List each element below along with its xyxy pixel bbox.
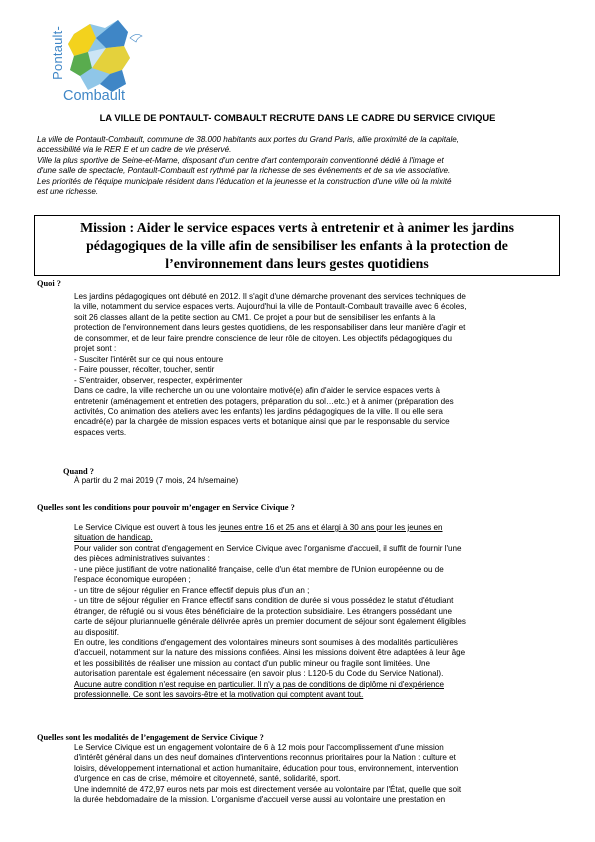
body-line: Une indemnité de 472,97 euros nets par mois est directement versée au volontaire par l'État, quelle que soit [74, 784, 462, 794]
body-line: - un titre de séjour régulier en France effectif sans condition de durée si vous possédez le statut d'étudiant [74, 596, 454, 606]
intro-line: est une richesse. [37, 187, 99, 197]
intro-line: d'une salle de spectacle, Pontault-Combault est rythmé par la richesse de ses événements et de sa vie associative. [37, 166, 451, 176]
section-body-quoi [74, 292, 564, 438]
body-line: la ville, notamment du service espaces verts. Aujourd'hui la ville de Pontault-Combault travaille avec 6 écoles, [74, 302, 467, 312]
body-line: et les possibilités de réaliser une mission au contact d'un public mineur ou fragile sont limitées. Une [74, 658, 431, 668]
body-line: d'urgence en cas de crise, mémoire et citoyenneté, santé, solidarité, sport. [74, 774, 341, 784]
section-body-modalites [74, 743, 564, 806]
body-line: d'accueil, notamment sur la nature des missions confiées. Ainsi les missions doivent être adaptées à leur âge [74, 648, 466, 658]
body-line: l'espace économique européen ; [74, 575, 191, 585]
mission-box [34, 215, 560, 276]
body-line: Le Service Civique est un engagement volontaire de 6 à 12 mois pour l'accomplissement d'une mission [74, 743, 444, 752]
body-line: la durée hebdomadaire de la mission. L'organisme d'accueil verse aussi au volontaire une prestation en [74, 795, 446, 805]
section-label-conditions: Quelles sont les conditions pour pouvoir m’engager en Service Civique ? [37, 503, 295, 512]
body-line: - Susciter l'intérêt sur ce qui nous entoure [74, 354, 224, 364]
body-line: au dispositif. [74, 627, 119, 637]
body-line: Les jardins pédagogiques ont débuté en 2012. Il s'agit d'une démarche provenant des services techniques de [74, 292, 466, 301]
mission-line: pédagogiques de la ville afin de sensibiliser les enfants à la protection de [86, 238, 508, 254]
body-line: étranger, de réfugié ou si vous êtes bénéficiaire de la protection subsidiaire. Les étrangers possédant une [74, 606, 452, 616]
body-line: activités, Co animation des ateliers avec les enfants) les jardins pédagogiques de la ville. Il ou elle sera [74, 406, 443, 416]
city-logo [30, 12, 150, 108]
body-line: encadré(e) par la chargée de mission espaces verts et botanique ainsi que par le responsable du service [74, 417, 450, 427]
body-line: d'intérêt général dans un des neuf domaines d'interventions reconnus prioritaires pour la Nation : culture et [74, 753, 456, 763]
body-line: Dans ce cadre, la ville recherche un ou une volontaire motivé(e) afin d'aider le service espaces verts à [74, 386, 440, 396]
body-line: En outre, les conditions d'engagement des volontaires mineurs sont soumises à des modalités particulières [74, 637, 458, 647]
body-line: - Faire pousser, récolter, toucher, sentir [74, 365, 215, 375]
section-label-quoi: Quoi ? [37, 279, 61, 288]
body-line: - un titre de séjour régulier en France effectif depuis plus d'un an ; [74, 585, 310, 595]
underlined-line: Aucune autre condition n'est requise en particulier. Il n'y a pas de conditions de diplôme ni d'expérience [74, 679, 444, 689]
section-label-modalites: Quelles sont les modalités de l’engagement de Service Civique ? [37, 733, 264, 742]
body-line: carte de séjour pluriannuelle générale délivrée après un premier document de séjour sont également éligibles [74, 617, 466, 627]
underlined-line: situation de handicap. [74, 533, 153, 543]
body-line: loisirs, développement international et action humanitaire, éducation pour tous, environnement, intervention [74, 763, 459, 773]
section-label-quand: Quand ? [63, 467, 94, 476]
body-line: autorisation parentale est également nécessaire (en savoir plus : L120-5 du Code du Service National). [74, 669, 444, 679]
intro-line: La ville de Pontault-Combault, commune de 38.000 habitants aux portes du Grand Paris, allie proximité de la capitale, [37, 135, 460, 144]
body-line: des pièces administratives suivantes : [74, 554, 210, 564]
logo-text-combault: Combault [63, 88, 126, 104]
body-line: protection de l'environnement dans leurs gestes quotidiens, de les responsabiliser dans leur manière d'agir et [74, 323, 466, 333]
body-line: de consommer, et de leur faire prendre conscience de leur rôle de citoyen. Les objectifs pédagogiques du [74, 333, 452, 343]
body-line: Pour valider son contrat d'engagement en Service Civique avec l'organisme d'accueil, il suffit de fournir l'une [74, 543, 462, 553]
body-line: espaces verts. [74, 427, 127, 437]
body-text: Le Service Civique est ouvert à tous les [74, 523, 219, 532]
section-body-conditions [74, 523, 564, 701]
intro-paragraph [37, 135, 559, 197]
mission-line: l’environnement dans leurs gestes quotidiens [165, 256, 429, 272]
section-body-quand: À partir du 2 mai 2019 (7 mois, 24 h/semaine) [74, 476, 239, 485]
body-line: entretenir (aménagement et entretien des potagers, préparation du sol…etc.) et à animer (préparation des [74, 396, 454, 406]
body-line: - une pièce justifiant de votre nationalité française, celle d'un état membre de l'Union européenne ou de [74, 564, 444, 574]
page-title: LA VILLE DE PONTAULT- COMBAULT RECRUTE DANS LE CADRE DU SERVICE CIVIQUE [99, 112, 496, 123]
intro-line: accessibilité via le RER E et un cadre de vie préservé. [37, 145, 232, 155]
underlined-text: jeunes entre 16 et 25 ans et élargi à 30 ans pour les jeunes en [218, 523, 443, 532]
body-line: soit 26 classes allant de la petite section au CM1. Ce projet a pour but de sensibiliser les enfants à la [74, 312, 436, 322]
body-line: - S'entraider, observer, respecter, expérimenter [74, 375, 243, 385]
body-line [74, 523, 564, 533]
logo-text-pontault: Pontault- [50, 26, 65, 80]
intro-line: Ville la plus sportive de Seine-et-Marne, disposant d'un centre d'art contemporain conventionné dédié à l'image et [37, 155, 444, 165]
mission-line: Mission : Aider le service espaces verts à entretenir et à animer les jardins [80, 220, 514, 235]
intro-line: Les priorités de l'équipe municipale résident dans l'éducation et la jeunesse et la construction d'une ville où la mixité [37, 176, 452, 186]
underlined-line: professionnelle. Ce sont les savoirs-être et la motivation qui comptent avant tout. [74, 690, 364, 700]
body-line: projet sont : [74, 344, 117, 354]
